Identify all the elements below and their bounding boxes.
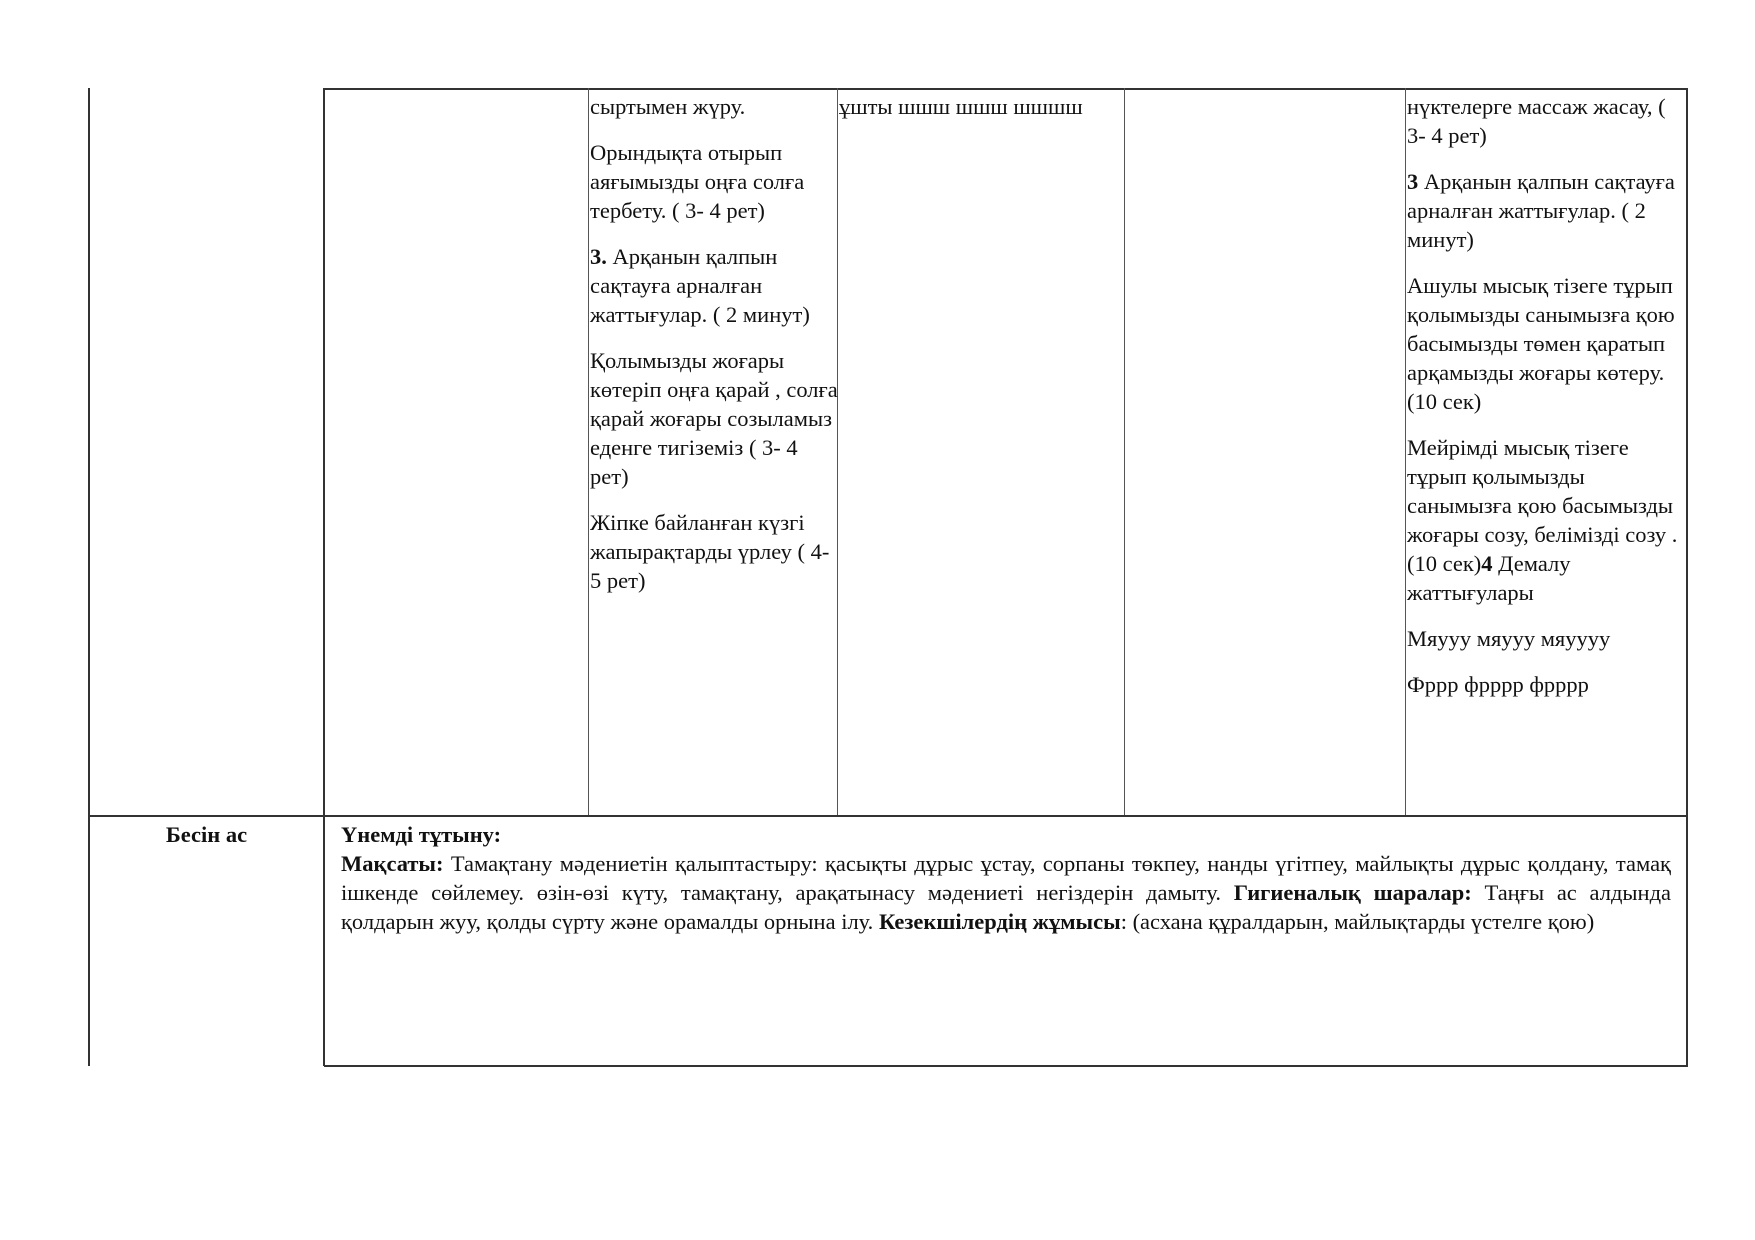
goal-text: Тамақтану мәдениетін қалыптастыру: қасықты дұрыс ұстау, сорпаны төкпеу, нанды үгітпеу, майлықты дұрыс қолдану, тамақ ішкенде сөйлемеу. өзін-өзі күту, тамақтану, арақатынасу мәдениеті негіздерін дамыту. xyxy=(341,851,1671,905)
row-divider xyxy=(88,815,1688,817)
paragraph-text: сыртымен жүру. xyxy=(590,94,746,119)
paragraph-text: Демалу жаттығулары xyxy=(1407,551,1571,605)
paragraph-text: Орындықта отырып аяғымызды оңға солға тербету. ( 3- 4 рет) xyxy=(590,140,805,223)
paragraph xyxy=(590,138,838,225)
exercise-cell-col6 xyxy=(1407,92,1684,716)
description-paragraph xyxy=(341,849,1671,936)
hygiene-label: Гигиеналық шаралар: xyxy=(1233,880,1472,905)
column-divider-6 xyxy=(1405,88,1406,816)
paragraph-text: нүктелерге массаж жасау, ( 3- 4 рет) xyxy=(1407,94,1666,148)
table-bottom-border xyxy=(324,1065,1688,1067)
row-label-text: Бесін ас xyxy=(165,822,248,847)
paragraph-text: Арқанын қалпын сақтауға арналған жаттығулар. ( 2 минут) xyxy=(1407,169,1675,252)
paragraph xyxy=(590,92,838,121)
paragraph-text: Мяууу мяууу мяуууу xyxy=(1407,626,1611,651)
lunch-description-cell xyxy=(341,820,1671,936)
paragraph-text: ұшты шшш шшш шшшш xyxy=(839,94,1083,119)
paragraph xyxy=(839,92,1123,121)
bold-number: 3 xyxy=(1407,169,1419,194)
column-divider-5 xyxy=(1124,88,1125,816)
paragraph xyxy=(590,508,838,595)
paragraph xyxy=(1407,624,1684,653)
heading-text: Үнемді тұтыну: xyxy=(341,822,502,847)
exercise-cell-col3 xyxy=(590,92,838,612)
goal-label: Мақсаты: xyxy=(341,851,444,876)
paragraph-text: Фррр фрррр фрррр xyxy=(1407,672,1589,697)
table-left-border xyxy=(88,88,90,1066)
duty-text: : (асхана құралдарын, майлықтарды үстелге қою) xyxy=(1120,909,1595,934)
exercise-cell-col4 xyxy=(839,92,1123,138)
column-divider-2 xyxy=(323,88,325,1066)
section-heading xyxy=(341,820,1671,849)
paragraph xyxy=(1407,271,1684,416)
hygiene-text: Таңғы ас алдында қолдарын жуу, қолды сүрту және орамалды орнына ілу. xyxy=(341,880,1672,934)
paragraph xyxy=(1407,167,1684,254)
table-right-border xyxy=(1686,88,1688,1066)
duty-label: Кезекшілердің жұмысы xyxy=(878,909,1121,934)
paragraph xyxy=(1407,670,1684,699)
paragraph-text: Мейрімді мысық тізеге тұрып қолымызды санымызға қою басымызды жоғары созу, белімізді созу . (10 сек) xyxy=(1407,435,1678,576)
bold-number: 4 xyxy=(1481,551,1493,576)
column-divider-3 xyxy=(588,88,589,816)
row-label xyxy=(90,820,323,849)
paragraph-text: Ашулы мысық тізеге тұрып қолымызды санымызға қою басымызды төмен қаратып арқамызды жоғары көтеру. (10 сек) xyxy=(1407,273,1675,414)
paragraph-text: Арқанын қалпын сақтауға арналған жаттығулар. ( 2 минут) xyxy=(590,244,810,327)
paragraph xyxy=(590,346,838,491)
paragraph-text: Жіпке байланған күзгі жапырақтарды үрлеу ( 4-5 рет) xyxy=(590,510,830,593)
paragraph xyxy=(1407,92,1684,150)
paragraph xyxy=(1407,433,1684,607)
paragraph xyxy=(590,242,838,329)
paragraph-text: Қолымызды жоғары көтеріп оңға қарай , солға қарай жоғары созыламыз еденге тигіземіз ( 3- 4 рет) xyxy=(590,348,838,489)
table-top-border xyxy=(324,88,1688,90)
bold-number: 3. xyxy=(590,244,607,269)
